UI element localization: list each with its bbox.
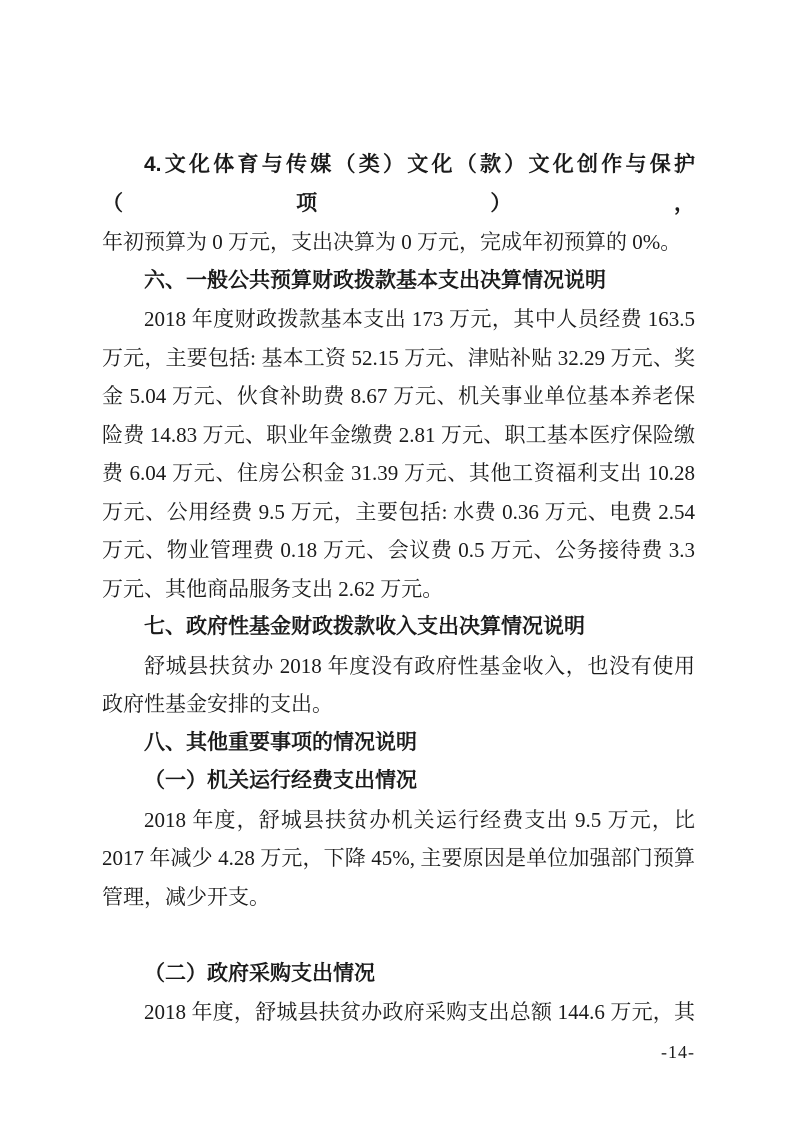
- heading-section-8-2: （二）政府采购支出情况: [144, 961, 375, 985]
- page-number: -14-: [661, 1041, 695, 1062]
- para-basic-expense-line-8: 万元、其他商品服务支出 2.62 万元。: [102, 576, 444, 601]
- para-operating-line-1: 2018 年度，舒城县扶贫办机关运行经费支出 9.5 万元，比: [144, 807, 695, 832]
- para-gov-fund-line-2: 政府性基金安排的支出。: [102, 692, 333, 716]
- heading-section-8: 八、其他重要事项的情况说明: [144, 730, 417, 754]
- blank-line-gap: [102, 916, 695, 955]
- heading-section-7: 七、政府性基金财政拨款收入支出决算情况说明: [144, 615, 585, 638]
- para-basic-expense-line-4: 险费 14.83 万元、职业年金缴费 2.81 万元、职工基本医疗保险缴: [102, 422, 695, 447]
- heading-section-6: 六、一般公共预算财政拨款基本支出决算情况说明: [144, 268, 606, 292]
- para-culture-line-2: 年初预算为 0 万元，支出决算为 0 万元，完成年初预算的 0%。: [102, 230, 682, 254]
- para-basic-expense-line-5: 费 6.04 万元、住房公积金 31.39 万元、其他工资福利支出 10.28: [102, 461, 695, 485]
- heading-section-8-1: （一）机关运行经费支出情况: [144, 769, 417, 792]
- para-basic-expense-line-6: 万元、公用经费 9.5 万元，主要包括: 水费 0.36 万元、电费 2.54: [102, 499, 695, 524]
- para-gov-fund-line-1: 舒城县扶贫办 2018 年度没有政府性基金收入，也没有使用: [144, 653, 695, 678]
- para-culture-line-1: 4.文化体育与传媒（类）文化（款）文化创作与保护（项），: [102, 153, 695, 215]
- para-operating-line-2: 2017 年减少 4.28 万元，下降 45%, 主要原因是单位加强部门预算: [102, 846, 695, 870]
- para-basic-expense-line-7: 万元、物业管理费 0.18 万元、会议费 0.5 万元、公务接待费 3.3: [102, 538, 695, 562]
- para-basic-expense-line-2: 万元，主要包括: 基本工资 52.15 万元、津贴补贴 32.29 万元、奖: [102, 345, 695, 370]
- para-procurement-line-1: 2018 年度，舒城县扶贫办政府采购支出总额 144.6 万元，其: [144, 1000, 695, 1024]
- para-operating-line-3: 管理，减少开支。: [102, 884, 270, 909]
- para-basic-expense-line-1: 2018 年度财政拨款基本支出 173 万元，其中人员经费 163.5: [144, 307, 695, 331]
- para-basic-expense-line-3: 金 5.04 万元、伙食补助费 8.67 万元、机关事业单位基本养老保: [102, 384, 695, 408]
